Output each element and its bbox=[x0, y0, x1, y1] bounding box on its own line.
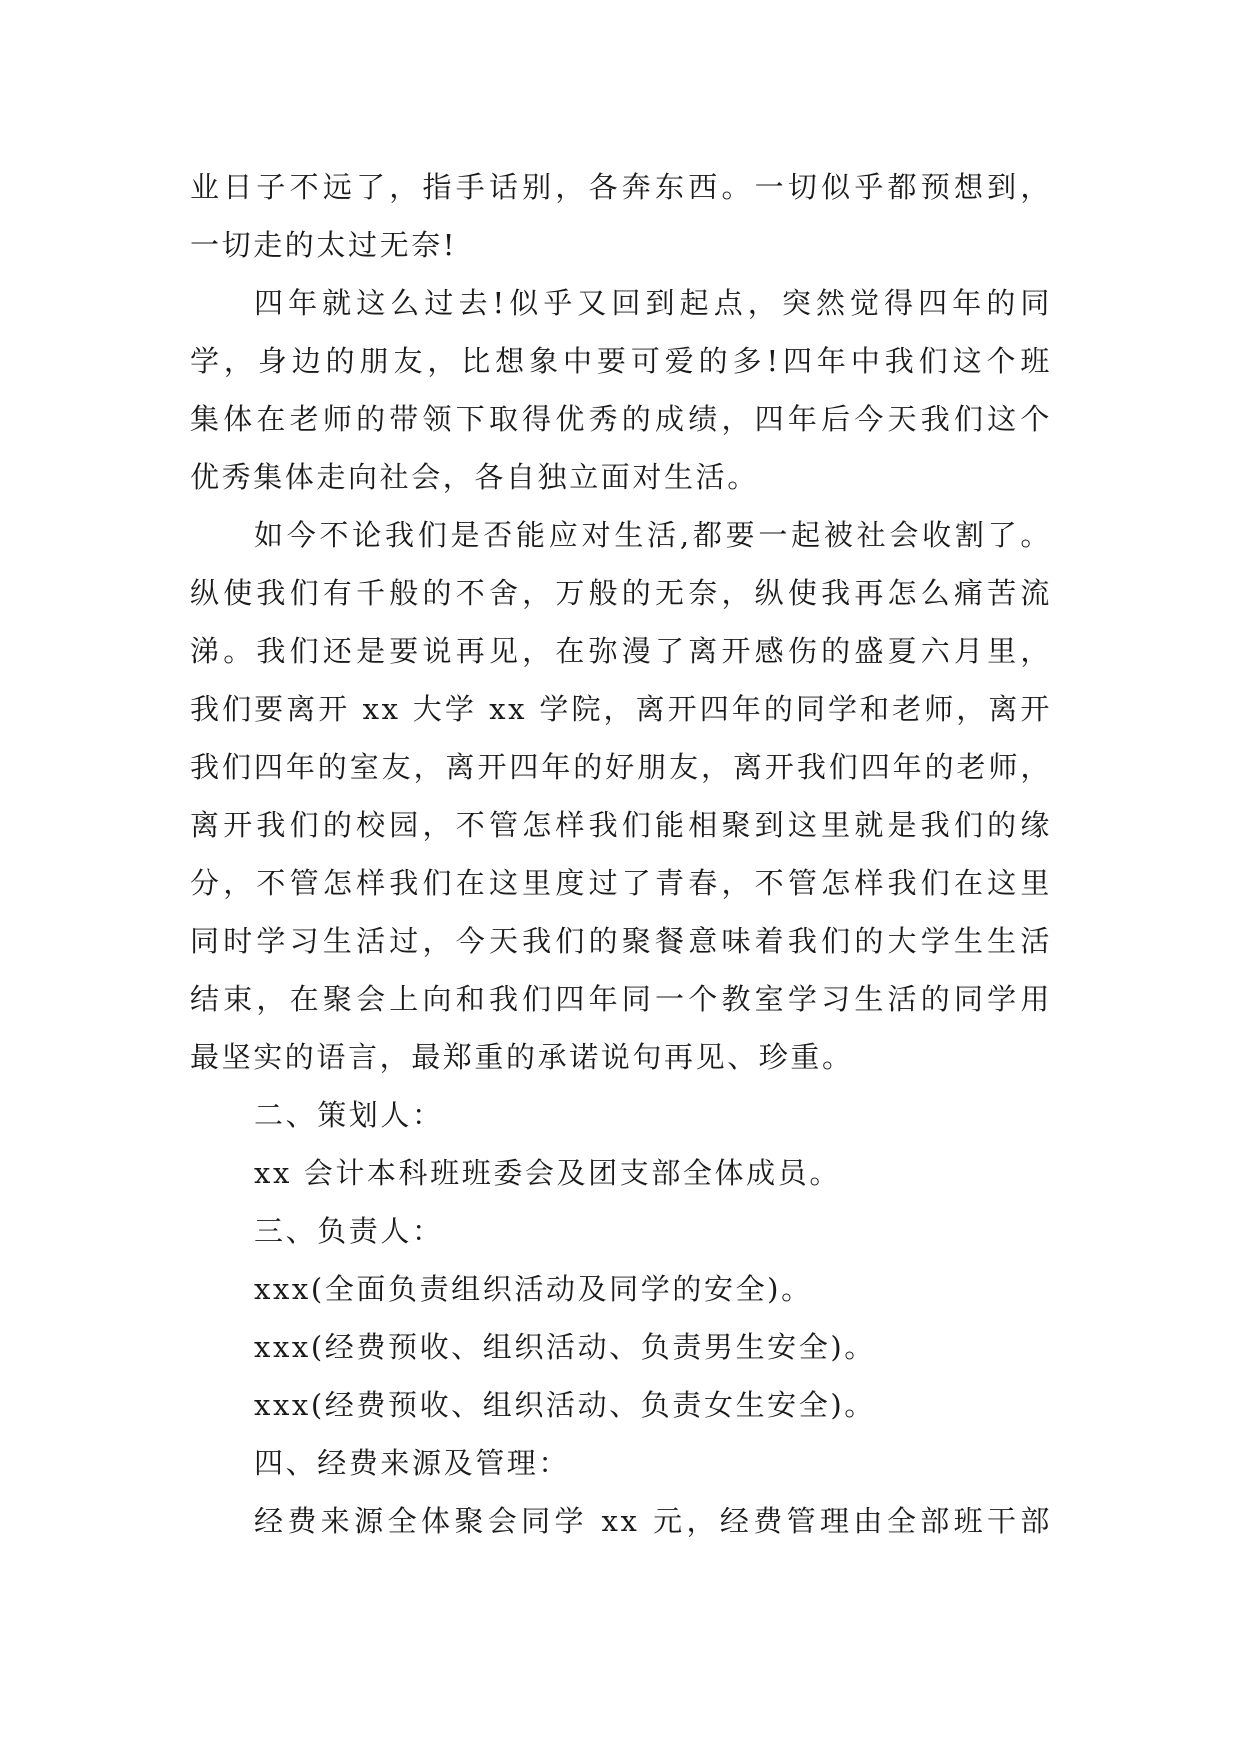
text-line: 纵使我们有千般的不舍，万般的无奈，纵使我再怎么痛苦流 bbox=[190, 576, 1052, 610]
text-line: 结束，在聚会上向和我们四年同一个教室学习生活的同学用 bbox=[190, 982, 1052, 1016]
text-line: 我们四年的室友，离开四年的好朋友，离开我们四年的老师， bbox=[190, 750, 1052, 784]
text-line: 我们要离开 xx 大学 xx 学院，离开四年的同学和老师，离开 bbox=[190, 692, 1052, 726]
text-line: 如今不论我们是否能应对生活,都要一起被社会收割了。 bbox=[254, 518, 1052, 552]
text-line: 涕。我们还是要说再见，在弥漫了离开感伤的盛夏六月里， bbox=[190, 634, 1052, 668]
text-line: 同时学习生活过，今天我们的聚餐意味着我们的大学生生活 bbox=[190, 924, 1052, 958]
text-line: 四、经费来源及管理： bbox=[254, 1446, 571, 1480]
text-line: 优秀集体走向社会，各自独立面对生活。 bbox=[190, 460, 759, 494]
text-line: 经费来源全体聚会同学 xx 元，经费管理由全部班干部 bbox=[254, 1504, 1052, 1538]
text-line: 分，不管怎样我们在这里度过了青春，不管怎样我们在这里 bbox=[190, 866, 1052, 900]
text-line: 三、负责人： bbox=[254, 1214, 444, 1248]
text-line: 二、策划人： bbox=[254, 1098, 444, 1132]
text-line: 最坚实的语言，最郑重的承诺说句再见、珍重。 bbox=[190, 1040, 854, 1074]
document-body bbox=[190, 158, 1052, 1550]
text-line: 业日子不远了，指手话别，各奔东西。一切似乎都预想到， bbox=[190, 170, 1052, 204]
text-line: 集体在老师的带领下取得优秀的成绩，四年后今天我们这个 bbox=[190, 402, 1052, 436]
text-line: xx 会计本科班班委会及团支部全体成员。 bbox=[254, 1156, 841, 1190]
text-line: 四年就这么过去!似乎又回到起点，突然觉得四年的同 bbox=[254, 286, 1052, 320]
text-line: 一切走的太过无奈! bbox=[190, 228, 458, 262]
text-line: 学，身边的朋友，比想象中要可爱的多!四年中我们这个班 bbox=[190, 344, 1052, 378]
text-line: 离开我们的校园，不管怎样我们能相聚到这里就是我们的缘 bbox=[190, 808, 1052, 842]
text-line: xxx(经费预收、组织活动、负责男生安全)。 bbox=[254, 1330, 876, 1364]
text-line: xxx(经费预收、组织活动、负责女生安全)。 bbox=[254, 1388, 876, 1422]
text-line: xxx(全面负责组织活动及同学的安全)。 bbox=[254, 1272, 813, 1306]
